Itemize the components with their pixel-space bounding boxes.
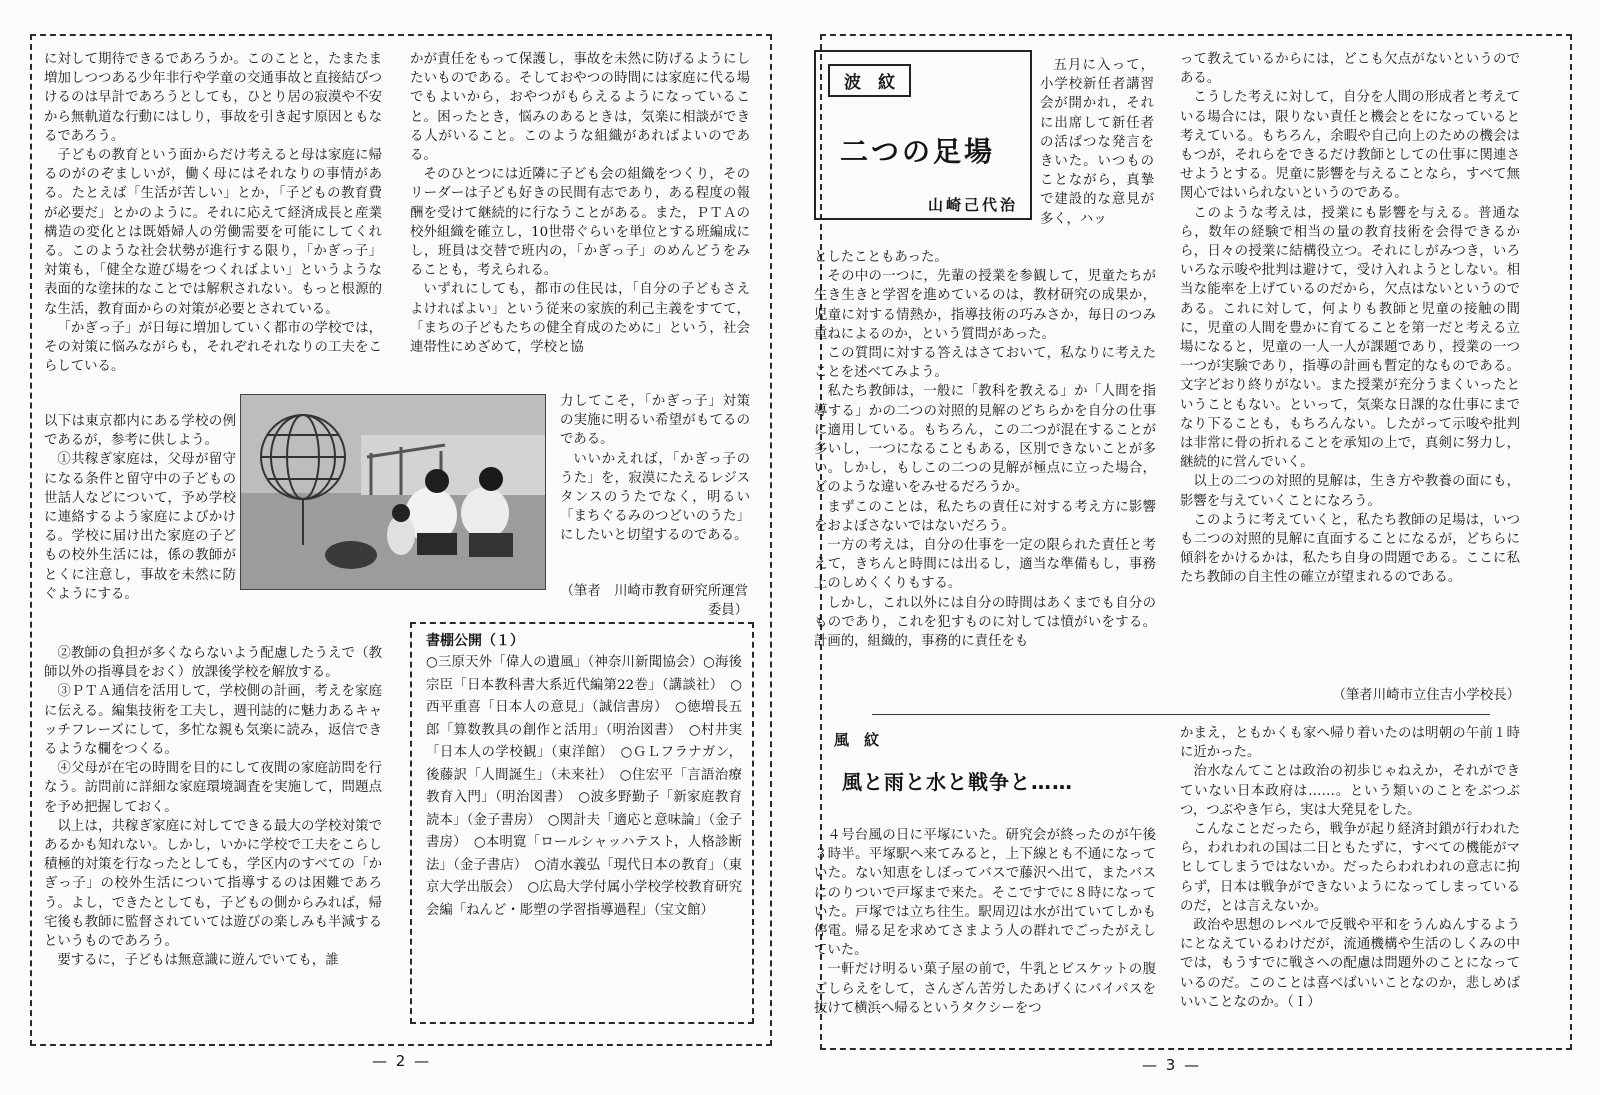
paragraph: こんなことだったら，戦争が起り経済封鎖が行われたら，われわれの国は二日ともたずに，すべての機能がマヒしてしまうではないか。だったらわれわれの意志に拘らず，日本は戦争ができないようになってしまっているのだ，とは言えないか。 [1180,822,1520,914]
paragraph: このような考えは，授業にも影響を与える。普通なら，数年の経験で相当の量の教育技術を会得できるから，日々の授業に結構役立つ。それにしがみつき，いろいろな示唆や批判は避けて，受け入れようとしない。相当な能率を上げているのだから，欠点はないというのである。これに対して，何よりも教師と児童の接触の間に，児童の人間を豊かに育てることを第一だと考える立場になると，児童の一人一人が課題であり，授業の一つ一つが実験であり，指導の計画も暫定的なものである。文字どおり終りがない。また授業が充分うまくいったということもない。といって，気楽な日課的な仕事にまでなり下ることも，もちろんない。したがって示唆や批判は非常に骨の折れることを承知の上で，真剣に努力し，継続的に営んでいく。 [1180,205,1520,471]
paragraph: 子どもの教育という面からだけ考えると母は家庭に帰るのがのぞましいが，働く母にはそれなりの事情がある。たとえば「生活が苦しい」とか，「子どもの教育費が必要だ」とかのように。それに応えて経済成長と産業構造の変化とは既婚婦人の労働需要を可能にしてくれる。このような社会状勢が進行する限り，「かぎっ子」対策も，「健全な遊び場をつくればよい」というような表面的な塗抹的なことでは解釈されない。もっと根源的な生活，教育面からの対策が必要とされている。 [44,148,382,317]
fumon-col1-text [814,826,1156,1026]
paragraph: としたこともあった。 [814,250,948,265]
p2-author-note-text: （筆者 川崎市教育研究所運営委員） [560,584,748,619]
paragraph: 以下は東京都内にある学校の例であるが，参考に供しよう。 [44,414,236,449]
hamon-title: 二つの足場 [840,135,996,168]
paragraph: って教えているからには，どこも欠点がないというのである。 [1180,52,1520,87]
paragraph: かまえ，ともかくも家へ帰り着いたのは明朝の午前１時に近かった。 [1180,726,1520,761]
hamon-author: 山崎己代治 [927,196,1018,214]
p2-col2-side-text [560,392,750,568]
paragraph: いいかえれば，「かぎっ子のうた」を，寂漠にたえるレジスタンスのうたでなく，明るい「まちぐるみのつどいのうた」にしたいと切望するのである。 [560,451,750,544]
p3-author-note [1180,686,1520,706]
p3-col1-side-text [1040,56,1154,256]
p2-author-note [556,582,748,622]
paragraph: 一方の考えは，自分の仕事を一定の限られた責任と考えて，きちんと時間には出るし，適当な準備もし，事務上のしめくくりもする。 [814,538,1156,592]
children-playground-photo [240,394,546,590]
paragraph: このように考えていくと，私たち教師の足場は，いつも二つの対照的見解に直面することになるが，どちらに傾斜をかけるかは，私たち自身の問題である。ここに私たち教師の自主性の確立が望まれるのである。 [1180,512,1520,586]
paragraph: 五月に入って，小学校新任者講習会が開かれ，それに出席して新任者の活ばつな発言をきいた。いつものことながら，真摯で建設的な意見が多く，ハッ [1040,58,1154,227]
paragraph: 要するに，子どもは無意識に遊んでいても，誰 [57,953,339,969]
paragraph: しかし，これ以外には自分の時間はあくまでも自分のものであり，これを犯すものに対しては憤がいをする。計画的，組織的，事務的に責任をも [814,595,1156,650]
paragraph: まずこのことは，私たちの責任に対する考え方に影響をおよぼさないではないだろう。 [814,499,1156,534]
playground-photo-illustration [241,395,545,589]
paragraph: 私たち教師は，一般に「教科を教える」か「人間を指導する」かの二つの対照的見解のどちらかを自分の仕事に適用している。もちろん，この二つが混在することが多いし，一つになることもある，区別できないことが多い。しかし，もしこの二つの見解が極点に立った場合，どのような違いをみせるだろうか。 [814,384,1156,496]
paragraph: ②教師の負担が多くならないよう配慮したうえで（教師以外の指導員をおく）放課後学校を解放する。 [44,646,382,681]
paragraph: この質問に対する答えはさておいて，私なりに考えたことを述べてみよう。 [814,346,1156,381]
hamon-label: 波 紋 [828,64,911,97]
paragraph: ４号台風の日に平塚にいた。研究会が終ったのが午後３時半。平塚駅へ来てみると，上下線とも不通になっていた。ない知恵をしぼってバスで藤沢へ出て，またバスにのりついで戸塚まで来た。そこですでに８時になっていた。戸塚では立ち往生。駅周辺は水が出ていてしかも停電。帰る足を求めてさまよう人の群れでごったがえしていた。 [814,828,1156,959]
paragraph: そのひとつには近隣に子ども会の組織をつくり，そのリーダーは子ども好きの民間有志であり，ある程度の報酬を受けて継続的に行なうことがある。また，ＰＴＡの校外組織を確立し，10世帯ぐらいを単位とする班編成にし，班員は交替で班内の，「かぎっ子」のめんどうをみることも，考えられる。 [410,167,750,279]
paragraph: に対して期待できるであろうか。このことと，たまたま増加しつつある少年非行や学童の交通事故と直接結びつけるのは早計であろうとしても，ひとり居の寂漠や不安から無軌道な行動にはしり，事故を引き起す原因ともなるであろう。 [44,52,382,144]
bookshelf-title: 書棚公開（１） [426,633,524,649]
paragraph: 「かぎっ子」が日毎に増加していく都市の学校では，その対策に悩みながらも，それぞれそれなりの工夫をこらしている。 [44,320,382,375]
paragraph: ③ＰＴＡ通信を活用して，学校側の計画，考えを家庭に伝える。編集技術を工夫し，週刊誌的に魅力あるキャッチフレーズにして，多忙な親も気楽に読み，返信できるような欄をつくる。 [44,684,382,758]
paragraph: 一軒だけ明るい菓子屋の前で，牛乳とビスケットの腹ごしらえをして，さんざん苦労したあげくにバイパスを抜けて横浜へ帰るというタクシーをつ [814,962,1156,1016]
paragraph: ①共稼ぎ家庭は，父母が留守になる条件と留守中の子どもの世話人などについて，予め学校に連絡するよう家庭によびかける。学校に届け出た家庭の子どもの校外生活には，係の教師がとくに注意し，事故を未然に防ぐようにする。 [44,452,236,602]
paragraph: 政治や思想のレベルで反戦や平和をうんぬんするようにとなえているわけだが，流通機構や生活のしくみの中では，もうすでに戦さへの配慮は問題外のことになっているのだ。このことは喜べばいいことなのか，悲しめばいいことなのか。（Ｉ） [1180,918,1520,1010]
section-divider [872,714,1490,715]
fumon-title: 風と雨と水と戦争と…… [842,770,1073,794]
paragraph: 治水なんてことは政治の初歩じゃねえか，それができていない日本政府は……。という類いのことをぶつぶつ，つぶやき乍ら，実は大発見をした。 [1180,764,1520,818]
paragraph: 力してこそ，「かぎっ子」対策の実施に明るい希望がもてるのである。 [560,394,750,448]
hamon-title-box [814,50,1032,220]
p3-col2-text [1180,50,1520,690]
paragraph: かが責任をもって保護し，事故を未然に防げるようにしたいものである。そしておやつの時間には家庭に代る場でもよいから，おやつがもらえるようになっていること。困ったとき，悩みのあるときは，気楽に相談ができる人がいること。このような組織があればよいのである。 [410,52,750,164]
paragraph: 以上は，共稼ぎ家庭に対してできる最大の学校対策であるかも知れない。しかし，いかに学校で工夫をこらし積極的対策を行なったとしても，学区内のすべての「かぎっ子」の校外生活について指導するのは困難であろう。よし，できたとしても，子どもの側からみれば，帰宅後も教師に監督されていては遊びの楽しみも半減するというものであろう。 [44,818,382,950]
fumon-col2-text [1180,724,1520,1024]
page-number-2: — 2 — [372,1052,432,1070]
paragraph: 以上の二つの対照的見解は，生き方や教養の面にも，影響を与えていくことになろう。 [1180,474,1520,509]
bookshelf-box [410,622,754,1024]
paragraph: いずれにしても，都市の住民は，「自分の子どもさえよければよい」という従来の家族的利己主義をすてて，「まちの子どもたちの健全育成のために」という，社会連帯性にめざめて，学校と協 [410,282,750,356]
p3-author-note-text: （筆者川崎市立住吉小学校長） [1332,688,1520,703]
paragraph: こうした考えに対して，自分を人間の形成者と考えている場合には，限りない責任と機会とをになっていると考えている。もちろん，余暇や自己向上のための機会はもつが，それらをできるだけ教師としての仕事に関連させようとする。児童に影響を与えることなら，すべて無関心ではいられないというのである。 [1180,90,1520,202]
p2-col1-side-text [44,412,236,644]
paragraph: その中の一つに，先輩の授業を参観して，児童たちが生き生きと学習を進めているのは，教材研究の成果か，児童に対する情熱か，指導技術の巧みさか，毎日のつみ重ねによるのか，という質問があった。 [814,269,1156,342]
p2-col2-top-text [410,50,750,390]
bookshelf-list: ○三原天外「偉人の遺風」（神奈川新聞協会）○海後宗臣「日本教科書大系近代編第22巻」（講談社） ○西平重喜「日本人の意見」（誠信書房） ○徳増長五郎「算数教具の創作と活用」（明治図書） ○村井実「日本人の学校観」（東洋館） ○ＧＬフラナガン，後藤訳「人間誕生」（未来社） ○住宏平「言語治療教育入門」（明治図書） ○波多野勤子「新家庭教育読本」（金子書房） ○関計夫「適応と意味論」（金子書房） ○本明寛「ロールシャッハテスト，人格診断法」（金子書店） ○清水義弘「現代日本の教育」（東京大学出版会） ○広島大学付属小学校学校教育研究会編「ねんど・彫塑の学習指導過程」（宝文館） [426,655,742,918]
paragraph: ④父母が在宅の時間を目的にして夜間の家庭訪問を行なう。訪問前に詳細な家庭環境調査を実施して，問題点を予め把握しておく。 [44,761,382,815]
fumon-label: 風 紋 [834,731,880,749]
p2-col1-top-text [44,50,382,392]
page-number-3: — 3 — [1142,1056,1202,1074]
p2-col1-bottom-text [44,644,382,1016]
p3-col1-main-text [814,248,1156,708]
